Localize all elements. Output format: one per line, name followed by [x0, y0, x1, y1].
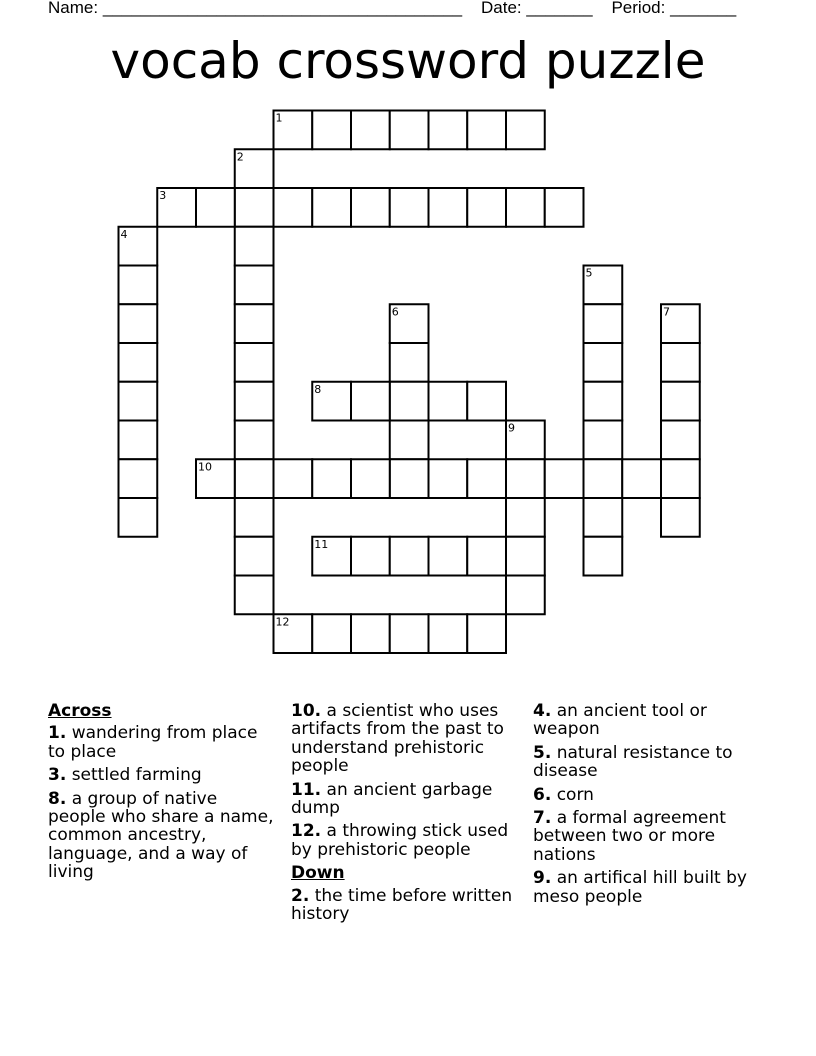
clue-number: 6. [533, 784, 552, 805]
clue-across-12 [291, 822, 523, 859]
period-label: Period: [611, 0, 666, 17]
grid-cell[interactable] [390, 343, 429, 382]
date-blank: _______ [526, 0, 593, 17]
grid-cell[interactable] [584, 459, 623, 498]
grid-cell[interactable] [467, 459, 506, 498]
grid-cell[interactable] [390, 537, 429, 576]
clue-text: an ancient garbage dump [291, 779, 493, 819]
grid-cell[interactable] [429, 382, 468, 421]
grid-cell[interactable] [390, 111, 429, 150]
grid-cell[interactable] [119, 382, 158, 421]
grid-cell[interactable] [390, 188, 429, 227]
grid-cell[interactable] [429, 111, 468, 150]
clue-text: settled farming [71, 765, 202, 786]
grid-cell[interactable] [467, 188, 506, 227]
grid-cell[interactable] [312, 614, 351, 653]
grid-cell[interactable] [235, 498, 274, 537]
clue-number: 12. [291, 821, 322, 842]
grid-cell[interactable] [235, 343, 274, 382]
grid-cell[interactable] [235, 304, 274, 343]
grid-cell[interactable] [506, 498, 545, 537]
grid-cell[interactable] [506, 459, 545, 498]
cell-number: 6 [391, 305, 399, 319]
grid-cell[interactable] [429, 614, 468, 653]
clue-across-1 [48, 724, 278, 761]
clue-text: the time before written history [291, 885, 513, 925]
grid-cell[interactable] [196, 188, 235, 227]
grid-cell[interactable] [235, 459, 274, 498]
grid-cell[interactable] [119, 343, 158, 382]
cell-number: 5 [585, 266, 593, 280]
grid-cell[interactable] [119, 421, 158, 460]
clue-text: an ancient tool or weapon [533, 701, 707, 740]
grid-cell[interactable] [584, 304, 623, 343]
grid-cell[interactable] [235, 188, 274, 227]
grid-cell[interactable] [429, 188, 468, 227]
grid-cell[interactable] [545, 459, 584, 498]
cell-number: 10 [198, 460, 212, 474]
grid-cell[interactable] [235, 266, 274, 305]
grid-cell[interactable] [119, 498, 158, 537]
grid-cell[interactable] [467, 382, 506, 421]
grid-cell[interactable] [235, 227, 274, 266]
grid-cell[interactable] [584, 382, 623, 421]
grid-cell[interactable] [467, 111, 506, 150]
clue-text: a throwing stick used by prehistoric people [291, 821, 509, 860]
grid-cell[interactable] [119, 266, 158, 305]
clue-number: 4. [533, 701, 552, 721]
clue-down-4 [533, 702, 773, 739]
grid-cell[interactable] [429, 459, 468, 498]
grid-cell[interactable] [545, 188, 584, 227]
grid-cell[interactable] [235, 382, 274, 421]
date-label: Date: [481, 0, 522, 17]
grid-cell[interactable] [312, 459, 351, 498]
name-label: Name: [48, 0, 99, 17]
grid-cell[interactable] [119, 304, 158, 343]
clue-number: 11. [291, 779, 322, 800]
grid-cell[interactable] [351, 537, 390, 576]
clue-number: 9. [533, 868, 552, 889]
grid-cell[interactable] [506, 537, 545, 576]
clue-number: 7. [533, 808, 552, 829]
grid-cell[interactable] [661, 343, 700, 382]
clues-column-1 [48, 702, 278, 887]
clue-down-6 [533, 786, 773, 804]
clue-text: natural resistance to disease [533, 742, 733, 782]
clue-number: 1. [48, 723, 67, 744]
clue-text: a formal agreement between two or more nations [533, 808, 726, 865]
down-heading: Down [291, 863, 345, 884]
grid-cell[interactable] [661, 498, 700, 537]
grid-cell[interactable] [351, 188, 390, 227]
grid-cell[interactable] [351, 459, 390, 498]
cell-number: 1 [275, 111, 283, 125]
clue-down-2 [291, 887, 523, 924]
grid-cell[interactable] [622, 459, 661, 498]
cell-number: 9 [508, 421, 515, 435]
grid-cell[interactable] [274, 188, 313, 227]
clue-down-9 [533, 869, 773, 906]
clue-number: 3. [48, 765, 67, 786]
name-blank: ______________________________________ [102, 0, 463, 17]
cell-number: 3 [159, 189, 167, 202]
clue-number: 8. [48, 788, 67, 809]
period-blank: _______ [670, 0, 737, 17]
clue-number: 2. [291, 885, 310, 906]
grid-cell[interactable] [467, 614, 506, 653]
grid-cell[interactable] [584, 537, 623, 576]
clue-across-8 [48, 790, 278, 882]
clue-text: a scientist who uses artifacts from the past to understand prehistoric people [291, 701, 504, 777]
grid-cell[interactable] [351, 111, 390, 150]
cell-number: 7 [663, 305, 670, 319]
grid-cell[interactable] [312, 188, 351, 227]
grid-cell[interactable] [235, 537, 274, 576]
grid-cell[interactable] [506, 576, 545, 615]
grid-cell[interactable] [274, 459, 313, 498]
grid-cell[interactable] [584, 421, 623, 460]
grid-cell[interactable] [506, 111, 545, 150]
clue-down-7 [533, 809, 773, 864]
clues-column-3 [533, 702, 773, 911]
page-title: vocab crossword puzzle [110, 32, 706, 90]
cell-number: 8 [314, 382, 322, 396]
grid-cell[interactable] [119, 459, 158, 498]
clue-across-10 [291, 702, 523, 776]
grid-cell[interactable] [390, 614, 429, 653]
grid-cell[interactable] [390, 382, 429, 421]
across-heading: Across [48, 701, 112, 721]
cell-number: 12 [275, 615, 290, 629]
grid-cell[interactable] [584, 343, 623, 382]
grid-cell[interactable] [312, 111, 351, 150]
cell-number: 11 [314, 537, 329, 551]
cell-number: 2 [236, 150, 244, 164]
cell-number: 4 [120, 227, 128, 241]
clue-across-3 [48, 766, 278, 784]
grid-cell[interactable] [584, 498, 623, 537]
grid-cell[interactable] [390, 459, 429, 498]
grid-cell[interactable] [506, 188, 545, 227]
clue-text: corn [556, 784, 594, 805]
grid-cell[interactable] [235, 576, 274, 615]
grid-cell[interactable] [467, 537, 506, 576]
clue-down-5 [533, 744, 773, 781]
grid-cell[interactable] [429, 537, 468, 576]
grid-cell[interactable] [351, 614, 390, 653]
clue-text: wandering from place to place [48, 723, 258, 762]
grid-cell[interactable] [235, 421, 274, 460]
grid-cell[interactable] [390, 421, 429, 460]
clue-text: a group of native people who share a name, common ancestry, language, and a way of living [48, 788, 274, 883]
clue-text: an artifical hill built by meso people [533, 868, 747, 907]
grid-cell[interactable] [351, 382, 390, 421]
grid-cell[interactable] [661, 382, 700, 421]
clue-number: 10. [291, 701, 322, 721]
grid-cell[interactable] [661, 459, 700, 498]
clues-column-2 [291, 702, 523, 928]
clue-across-11 [291, 781, 523, 818]
clue-number: 5. [533, 742, 552, 763]
grid-cell[interactable] [661, 421, 700, 460]
